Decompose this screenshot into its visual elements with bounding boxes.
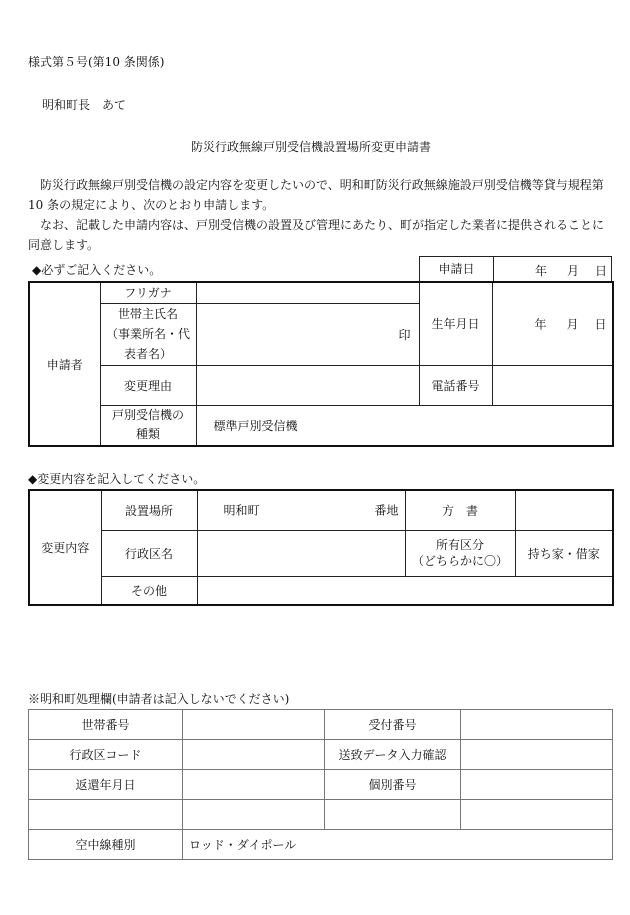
return-date-label: 返還年月日 [29, 770, 183, 800]
ownership-label: 所有区分 （どちらかに〇） [405, 530, 515, 576]
name-label: 世帯主氏名 （事業所名・代 表者名） [100, 303, 196, 365]
birth-day: 日 [594, 317, 607, 332]
district-code-field [183, 740, 325, 770]
reason-field[interactable] [196, 365, 419, 405]
blank-cell-4 [461, 800, 613, 830]
data-entry-confirm-field [461, 740, 613, 770]
section1-note: ◆必ずご記入ください。 [32, 263, 162, 277]
birthdate-label: 生年月日 [419, 282, 492, 365]
antenna-type-label: 空中線種別 [29, 830, 183, 860]
district-code-label: 行政区コード [29, 740, 183, 770]
town-name: 明和町 [223, 503, 260, 518]
receiver-type-label: 戸別受信機の 種類 [100, 405, 196, 446]
household-no-field [183, 710, 325, 740]
office-note: ※明和町処理欄(申請者は記入しないでください) [28, 692, 290, 706]
phone-field[interactable] [492, 365, 613, 405]
other-label: その他 [101, 576, 197, 605]
body-paragraph-1: 防災行政無線戸別受信機の設定内容を変更したいので、明和町防災行政無線施設戸別受信機等貸与規程第10 条の規定により、次のとおり申請します。 [28, 178, 604, 212]
date-month: 月 [567, 264, 580, 278]
application-date-label: 申請日 [419, 256, 494, 282]
birthdate-field[interactable] [492, 282, 613, 365]
name-field[interactable] [196, 303, 419, 365]
application-date-field[interactable] [493, 256, 612, 282]
blank-cell-2 [183, 800, 325, 830]
date-day: 日 [595, 264, 608, 278]
katagaki-field[interactable] [515, 490, 613, 530]
body-paragraph-2: なお、記載した申請内容は、戸別受信機の設置及び管理にあたり、町が指定した業者に提供されることに同意します。 [28, 218, 605, 252]
furigana-label: フリガナ [100, 282, 196, 303]
return-date-field [183, 770, 325, 800]
individual-no-label: 個別番号 [325, 770, 461, 800]
addressee: 明和町長 あて [42, 98, 127, 112]
location-label: 設置場所 [101, 490, 197, 530]
antenna-type-value: ロッド・ダイポール [183, 830, 613, 860]
banchi-label: 番地 [374, 503, 399, 518]
reason-label: 変更理由 [100, 365, 196, 405]
applicant-table [28, 281, 614, 447]
office-table [28, 709, 613, 860]
form-number: 様式第５号(第10 条関係) [28, 55, 165, 69]
blank-cell-3 [325, 800, 461, 830]
receipt-no-field [461, 710, 613, 740]
receipt-no-label: 受付番号 [325, 710, 461, 740]
district-field[interactable] [197, 530, 405, 576]
section2-note: ◆変更内容を記入してください。 [28, 472, 206, 486]
furigana-field[interactable] [196, 282, 419, 303]
receiver-type-value: 標準戸別受信機 [196, 405, 613, 446]
katagaki-label: 方 書 [405, 490, 515, 530]
change-table [28, 489, 614, 606]
seal-mark: 印 [398, 327, 411, 342]
other-field[interactable] [197, 576, 613, 605]
birth-month: 月 [566, 317, 579, 332]
birth-year: 年 [534, 317, 547, 332]
change-group-label: 変更内容 [29, 490, 101, 605]
date-year: 年 [535, 264, 548, 278]
location-field[interactable] [197, 490, 405, 530]
individual-no-field [461, 770, 613, 800]
applicant-group-label: 申請者 [29, 282, 100, 446]
blank-cell-1 [29, 800, 183, 830]
phone-label: 電話番号 [419, 365, 492, 405]
household-no-label: 世帯番号 [29, 710, 183, 740]
district-label: 行政区名 [101, 530, 197, 576]
ownership-value[interactable]: 持ち家・借家 [515, 530, 613, 576]
data-entry-confirm-label: 送致データ入力確認 [325, 740, 461, 770]
document-title: 防災行政無線戸別受信機設置場所変更申請書 [191, 140, 432, 154]
